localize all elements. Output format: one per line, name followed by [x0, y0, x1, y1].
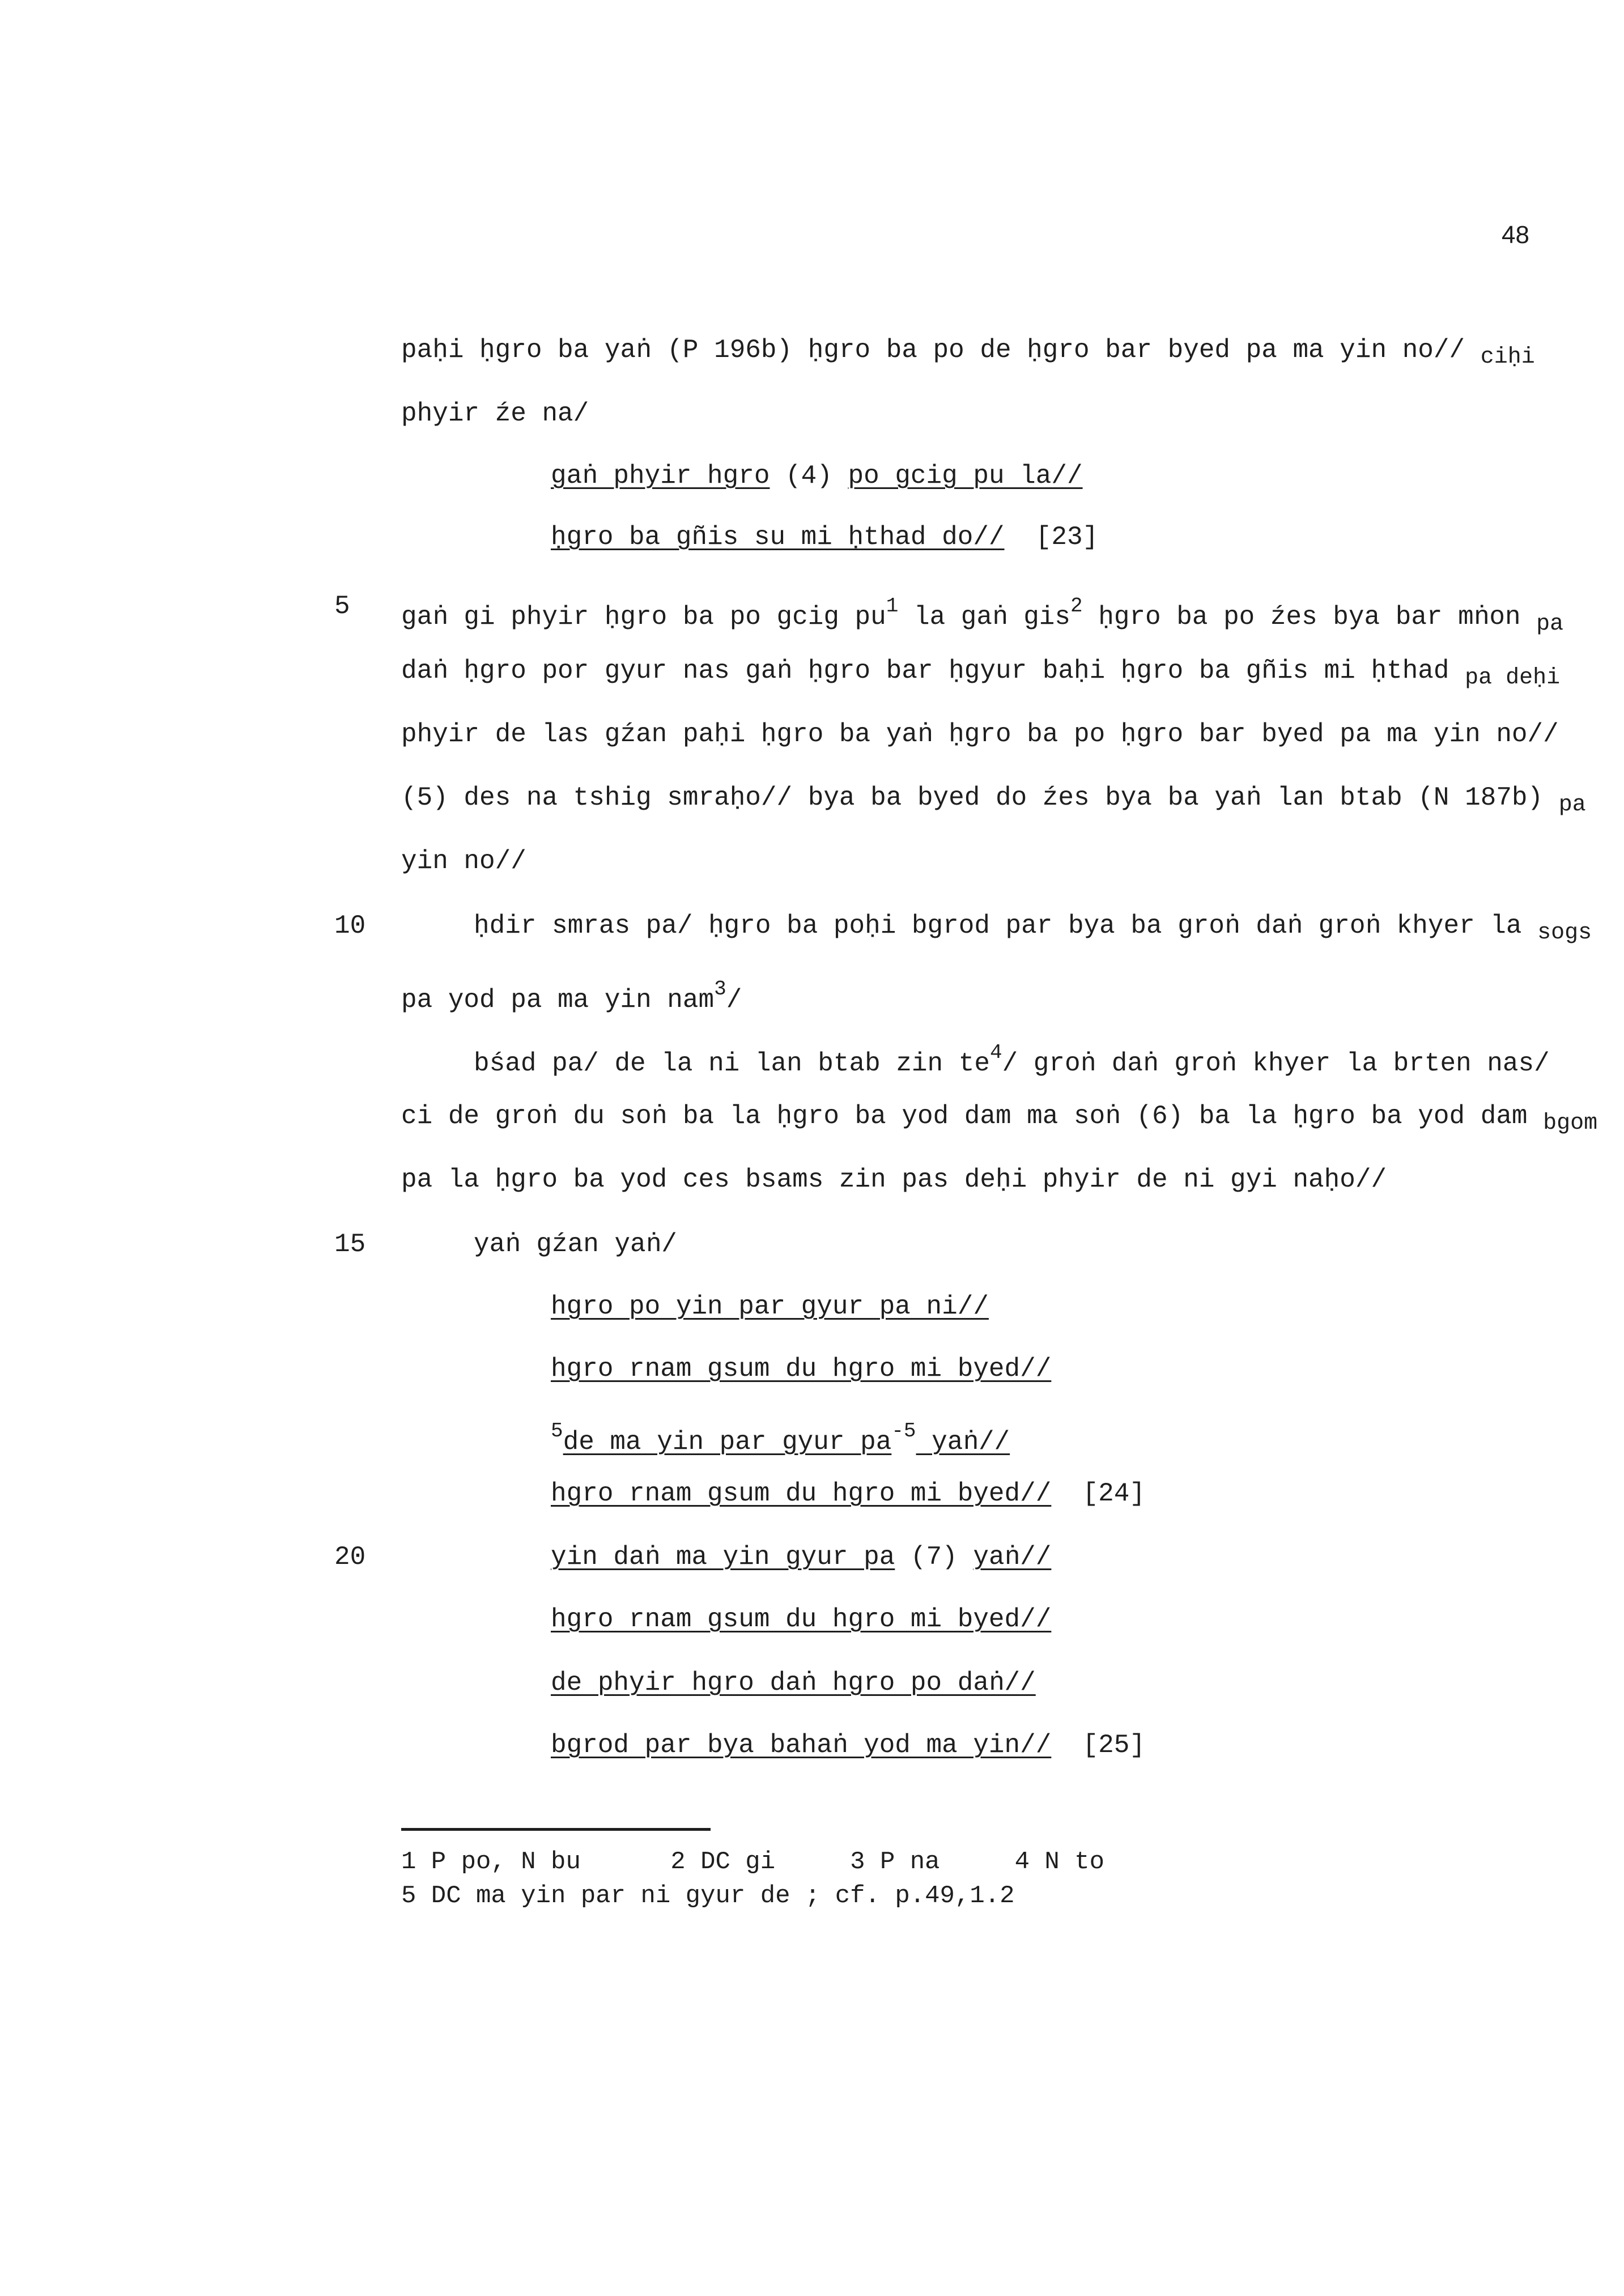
text-run: bśad pa/ de la ni lan btab zin te [474, 1049, 990, 1078]
verse-line [551, 1477, 1145, 1511]
footnote-ref: -5 [891, 1419, 916, 1443]
text-line: yaṅ gźan yaṅ/ [474, 1230, 677, 1259]
line-number: 5 [334, 592, 350, 621]
text-line: phyir źe na/ [401, 399, 589, 428]
verse-text: yaṅ// [973, 1542, 1052, 1572]
text-run: daṅ ḥgro por gyur nas gaṅ ḥgro bar ḥgyur baḥi ḥgro ba gñis mi ḥthad [401, 656, 1465, 686]
page-number: 48 [1502, 221, 1529, 249]
text-line [401, 972, 742, 1017]
verse-text: de phyir hgro daṅ hgro po daṅ// [551, 1668, 1036, 1698]
verse-line [551, 1352, 1051, 1386]
footnote-rule [401, 1828, 711, 1831]
text-line: yin no// [401, 847, 526, 876]
text-line [401, 781, 1586, 822]
text-run: gaṅ gi phyir ḥgro ba po gcig pu [401, 602, 886, 632]
verse-text: bgrod par bya bahaṅ yod ma yin// [551, 1730, 1052, 1760]
footnote-ref: 3 [714, 977, 726, 1001]
verse-line [551, 1540, 1051, 1574]
text-run: / groṅ daṅ groṅ khyer la brten nas/ [1002, 1049, 1550, 1078]
verse-text: hgro rnam gsum du hgro mi byed// [551, 1479, 1052, 1508]
footnote-ref: 5 [551, 1419, 563, 1443]
verse-line [551, 1290, 989, 1324]
verse-note: (7) [895, 1542, 973, 1572]
verse-line [551, 1728, 1145, 1762]
verse-text: ḥgro ba gñis su mi ḥthad do// [551, 522, 1005, 552]
text-line [401, 654, 1560, 695]
text-run: pa [1536, 611, 1564, 637]
verse-number: [23] [1004, 522, 1099, 552]
verse-text: yin daṅ ma yin gyur pa [551, 1542, 895, 1572]
verse-text: gaṅ phyir hgro [551, 461, 770, 491]
verse-number: [25] [1051, 1730, 1145, 1760]
text-run: ciḥi [1480, 345, 1535, 370]
text-run: ḥgro ba po źes bya bar mṅon [1082, 602, 1537, 632]
text-run: ḥdir smras pa/ ḥgro ba poḥi bgrod par bya ba groṅ daṅ groṅ khyer la [474, 911, 1538, 941]
text-run: pa [1558, 792, 1586, 818]
footnote-ref: 4 [989, 1041, 1002, 1064]
text-run: bgom [1543, 1111, 1598, 1136]
text-run: sogs [1537, 920, 1592, 946]
footnote-ref: 2 [1070, 594, 1083, 618]
line-number: 15 [334, 1230, 366, 1259]
text-run: (5) des na tshig smraḥo// bya ba byed do źes bya ba yaṅ lan btab (N 187b) [401, 783, 1559, 813]
verse-line [551, 1602, 1051, 1636]
text-line [401, 1099, 1597, 1141]
footnote-ref: 1 [886, 594, 899, 618]
verse-text: po gcig pu la// [848, 461, 1083, 491]
footnote-line: 5 DC ma yin par ni gyur de ; cf. p.49,1.2 [401, 1882, 1015, 1910]
text-line [401, 333, 1535, 375]
verse-text: hgro po yin par gyur pa ni// [551, 1292, 989, 1321]
verse-line [551, 1414, 1010, 1459]
text-run: ci de groṅ du soṅ ba la ḥgro ba yod dam ma soṅ (6) ba la ḥgro ba yod dam [401, 1102, 1544, 1131]
text-run: paḥi ḥgro ba yaṅ (P 196b) ḥgro ba po de ḥgro bar byed pa ma yin no// [401, 335, 1481, 365]
text-line: pa la ḥgro ba yod ces bsams zin pas deḥi phyir de ni gyi naḥo// [401, 1165, 1387, 1194]
text-line: phyir de las gźan paḥi ḥgro ba yaṅ ḥgro ba po ḥgro bar byed pa ma yin no// [401, 720, 1559, 749]
footnote-line: 1 P po, N bu 2 DC gi 3 P na 4 N to [401, 1848, 1105, 1876]
verse-line [551, 520, 1098, 554]
text-line [401, 589, 1563, 641]
text-line [474, 1036, 1550, 1081]
line-number: 10 [334, 911, 366, 941]
verse-text: de ma yin par gyur pa [563, 1427, 892, 1457]
verse-line [551, 1666, 1036, 1700]
text-run: la gaṅ gis [898, 602, 1071, 632]
line-number: 20 [334, 1542, 366, 1572]
verse-text: hgro rnam gsum du hgro mi byed// [551, 1354, 1052, 1384]
text-run: pa yod pa ma yin nam [401, 985, 715, 1015]
verse-text: hgro rnam gsum du hgro mi byed// [551, 1605, 1052, 1634]
verse-note: (4) [770, 461, 848, 491]
verse-text: yaṅ// [916, 1427, 1010, 1457]
verse-number: [24] [1051, 1479, 1145, 1508]
text-run: / [726, 985, 742, 1015]
text-line [474, 909, 1592, 950]
verse-line [551, 459, 1083, 493]
text-run: pa deḥi [1465, 665, 1561, 691]
